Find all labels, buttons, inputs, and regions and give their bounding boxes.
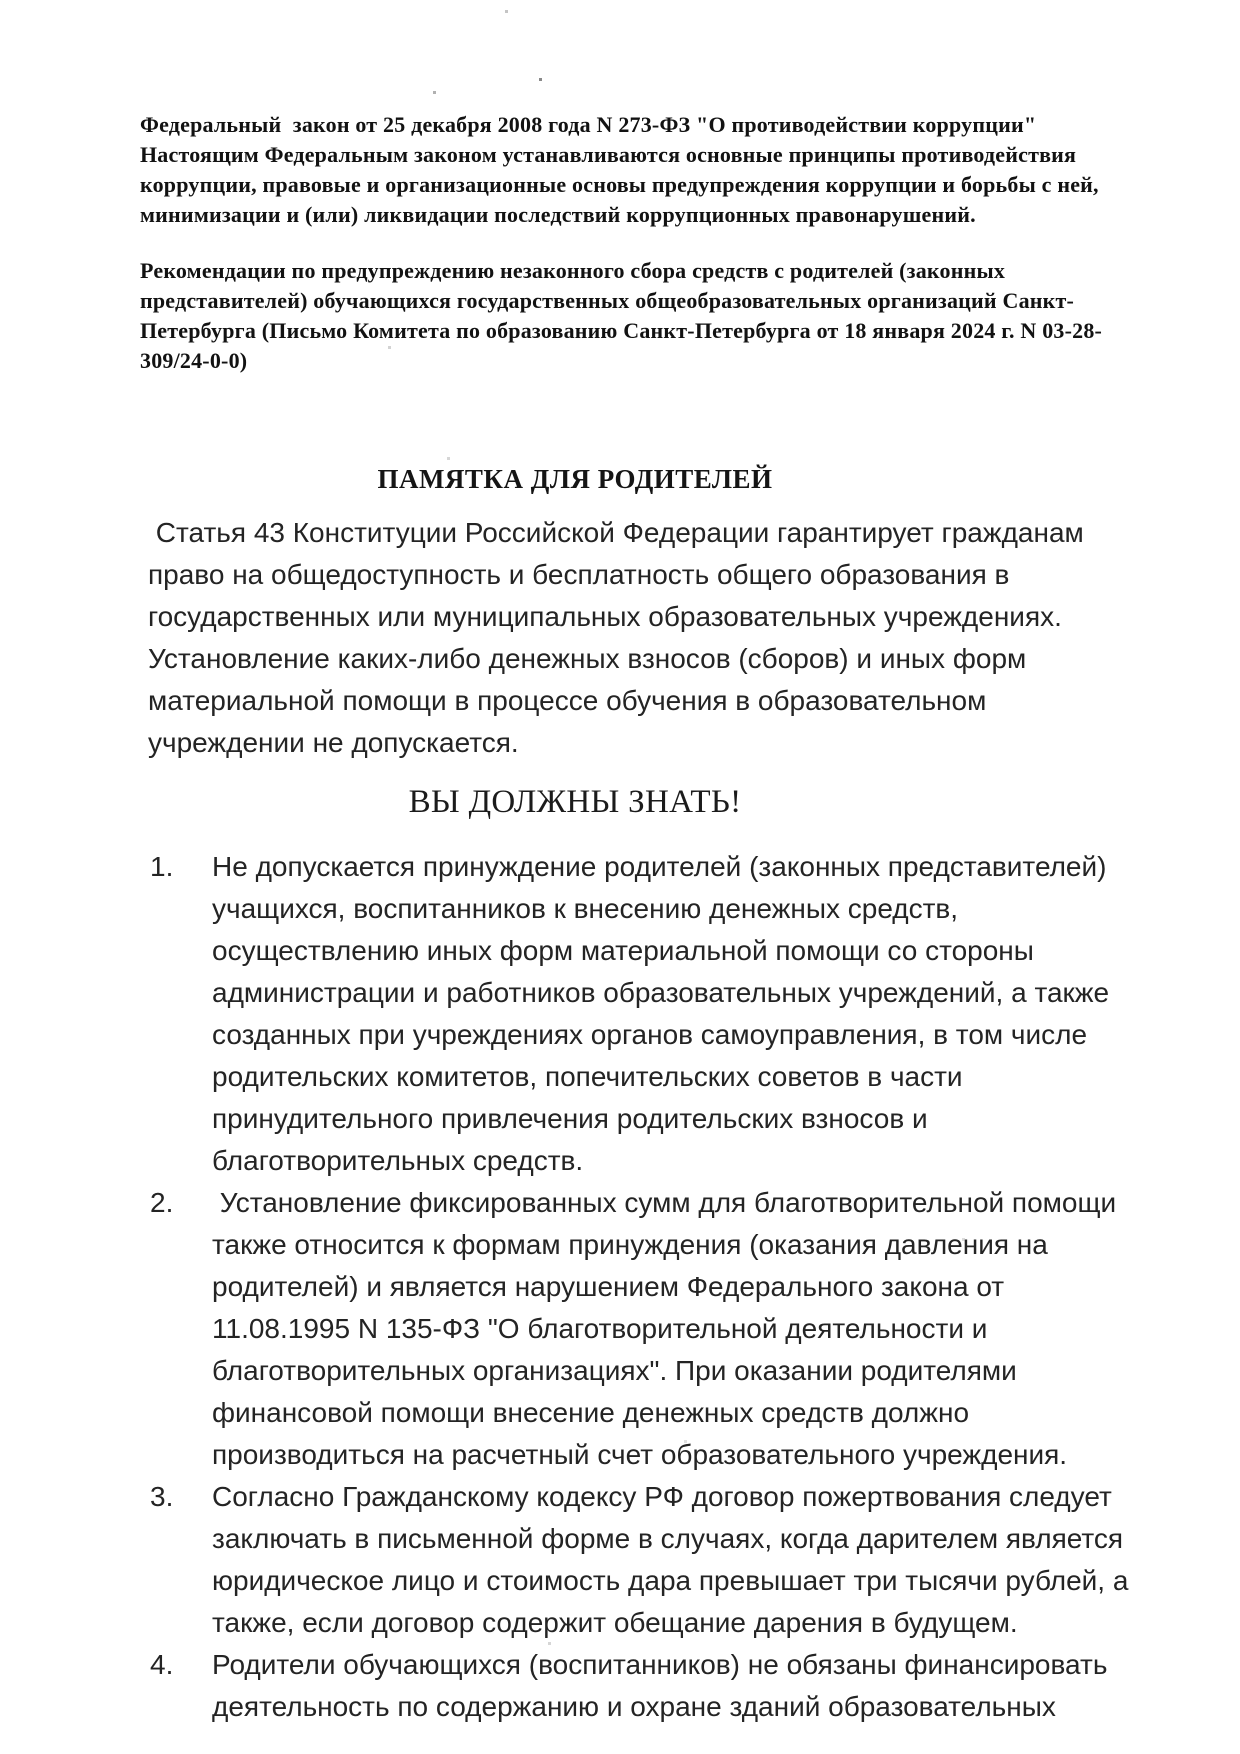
list-item-text: Установление фиксированных сумм для благотворительной помощи также относится к формам принуждения (оказания давления на родителей) и является нарушением Федерального закона от 11.08.1995 N 135-ФЗ "О благотворительной деятельности и благотворительных организациях". При оказании родителями финансовой помощи внесение денежных средств должно производиться на расчетный счет образовательного учреждения.	[212, 1187, 1124, 1470]
list-item-text: Родители обучающихся (воспитанников) не обязаны финансировать деятельность по содержанию и охране зданий образовательных	[212, 1649, 1116, 1722]
list-item-number: 4.	[150, 1649, 174, 1680]
list-item-number: 1.	[150, 851, 174, 882]
list-item	[150, 846, 1180, 1182]
law-reference-paragraph: Федеральный закон от 25 декабря 2008 года N 273-ФЗ "О противодействии коррупции" Настоящим Федеральным законом устанавливаются основные принципы противодействия коррупции, правовые и организационные основы предупреждения коррупции и борьбы с ней, минимизации и (или) ликвидации последствий коррупционных правонарушений.	[140, 112, 1105, 227]
memo-intro-paragraph: Статья 43 Конституции Российской Федерации гарантирует гражданам право на общедоступность и бесплатность общего образования в государственных или муниципальных образовательных учреждениях. Установление каких-либо денежных взносов (сборов) и иных форм материальной помощи в процессе обучения в образовательном учреждении не допускается.	[148, 517, 1092, 758]
list-item	[150, 1182, 1180, 1476]
recommendations-paragraph: Рекомендации по предупреждению незаконного сбора средств с родителей (законных представителей) обучающихся государственных общеобразовательных организаций Санкт-Петербурга (Письмо Комитета по образованию Санкт-Петербурга от 18 января 2024 г. N 03-28-309/24-0-0)	[140, 258, 1103, 373]
list-item-number: 3.	[150, 1481, 174, 1512]
memo-subtitle: ВЫ ДОЛЖНЫ ЗНАТЬ!	[408, 784, 742, 820]
list-item	[150, 1644, 1180, 1728]
scan-noise-speckles	[0, 0, 3, 3]
legal-header-block	[140, 110, 1180, 376]
memo-title: ПАМЯТКА ДЛЯ РОДИТЕЛЕЙ	[377, 464, 773, 494]
list-item-text: Не допускается принуждение родителей (законных представителей) учащихся, воспитанников к внесению денежных средств, осуществлению иных форм материальной помощи со стороны администрации и работников образовательных учреждений, а также созданных при учреждениях органов самоуправления, в том числе родительских комитетов, попечительских советов в части принудительного привлечения родительских взносов и благотворительных средств.	[212, 851, 1117, 1176]
list-item-number: 2.	[150, 1187, 174, 1218]
memo-numbered-list	[150, 846, 1180, 1728]
list-item	[150, 1476, 1180, 1644]
list-item-text: Согласно Гражданскому кодексу РФ договор пожертвования следует заключать в письменной форме в случаях, когда дарителем является юридическое лицо и стоимость дара превышает три тысячи рублей, а также, если договор содержит обещание дарения в будущем.	[212, 1481, 1137, 1638]
